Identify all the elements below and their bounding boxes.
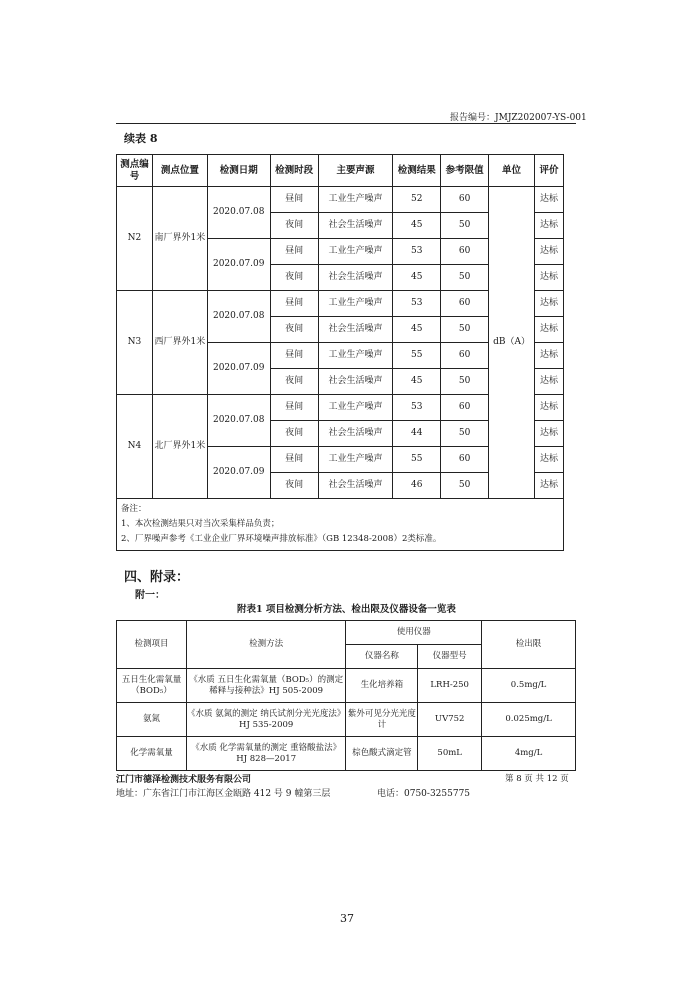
note-line: 2、厂界噪声参考《工业企业厂界环境噪声排放标准》（GB 12348-2008）2类标准。 <box>121 534 442 544</box>
test-result: 45 <box>393 213 441 239</box>
reference-limit: 60 <box>441 343 489 369</box>
report-number: 报告编号：JMJZ202007-YS-001 <box>450 113 587 123</box>
reference-limit: 50 <box>441 213 489 239</box>
header-divider <box>116 123 576 124</box>
test-result: 53 <box>393 395 441 421</box>
header-date: 检测日期 <box>207 155 270 187</box>
detection-limit: 0.025mg/L <box>482 703 576 737</box>
header-point-id: 测点编号 <box>117 155 153 187</box>
header-limit: 参考限值 <box>441 155 489 187</box>
test-date: 2020.07.08 <box>207 395 270 447</box>
noise-source: 社会生活噪声 <box>318 213 393 239</box>
period: 夜间 <box>270 317 318 343</box>
notes-cell <box>117 499 564 551</box>
header-method: 检测方法 <box>186 621 346 669</box>
footer-page-info: 第 8 页 共 12 页 <box>505 774 569 784</box>
noise-source: 工业生产噪声 <box>318 239 393 265</box>
detection-limit: 0.5mg/L <box>482 669 576 703</box>
period: 昼间 <box>270 291 318 317</box>
test-method: 《水质 化学需氧量的测定 重铬酸盐法》HJ 828—2017 <box>186 737 346 771</box>
header-evaluation: 评价 <box>535 155 564 187</box>
test-result: 55 <box>393 447 441 473</box>
instrument-name: 棕色酸式滴定管 <box>346 737 418 771</box>
reference-limit: 60 <box>441 187 489 213</box>
appendix-table-title: 附表1 项目检测分析方法、检出限及仪器设备一览表 <box>237 604 456 615</box>
evaluation: 达标 <box>535 473 564 499</box>
test-item: 五日生化需氧量（BOD₅） <box>117 669 187 703</box>
header-result: 检测结果 <box>393 155 441 187</box>
reference-limit: 50 <box>441 369 489 395</box>
noise-source: 社会生活噪声 <box>318 473 393 499</box>
period: 昼间 <box>270 395 318 421</box>
noise-results-table <box>116 154 564 551</box>
footer-divider <box>116 770 576 771</box>
noise-source: 工业生产噪声 <box>318 343 393 369</box>
evaluation: 达标 <box>535 369 564 395</box>
evaluation: 达标 <box>535 239 564 265</box>
header-location: 测点位置 <box>152 155 207 187</box>
note-line: 1、本次检测结果只对当次采集样品负责； <box>121 519 280 529</box>
point-location: 北厂界外1米 <box>152 395 207 499</box>
point-id: N4 <box>117 395 153 499</box>
evaluation: 达标 <box>535 343 564 369</box>
evaluation: 达标 <box>535 447 564 473</box>
test-method: 《水质 氨氮的测定 纳氏试剂分光光度法》HJ 535-2009 <box>186 703 346 737</box>
noise-source: 工业生产噪声 <box>318 291 393 317</box>
test-result: 55 <box>393 343 441 369</box>
header-instruments: 使用仪器 <box>346 621 482 645</box>
period: 昼间 <box>270 343 318 369</box>
methods-table <box>116 620 576 771</box>
detection-limit: 4mg/L <box>482 737 576 771</box>
reference-limit: 60 <box>441 395 489 421</box>
period: 夜间 <box>270 421 318 447</box>
period: 夜间 <box>270 213 318 239</box>
header-item: 检测项目 <box>117 621 187 669</box>
evaluation: 达标 <box>535 213 564 239</box>
evaluation: 达标 <box>535 421 564 447</box>
test-result: 53 <box>393 239 441 265</box>
test-result: 52 <box>393 187 441 213</box>
header-detection-limit: 检出限 <box>482 621 576 669</box>
appendix-subtitle: 附一： <box>135 590 165 601</box>
footer-phone: 电话：0750-3255775 <box>377 789 471 799</box>
header-instrument-name: 仪器名称 <box>346 645 418 669</box>
noise-source: 工业生产噪声 <box>318 447 393 473</box>
appendix-section-title: 四、附录： <box>124 570 190 585</box>
test-result: 44 <box>393 421 441 447</box>
noise-source: 工业生产噪声 <box>318 395 393 421</box>
instrument-model: UV752 <box>418 703 482 737</box>
evaluation: 达标 <box>535 317 564 343</box>
page-number: 37 <box>340 912 354 925</box>
header-period: 检测时段 <box>270 155 318 187</box>
header-unit: 单位 <box>489 155 535 187</box>
test-date: 2020.07.08 <box>207 291 270 343</box>
test-method: 《水质 五日生化需氧量（BOD₅）的测定 稀释与接种法》HJ 505-2009 <box>186 669 346 703</box>
evaluation: 达标 <box>535 395 564 421</box>
evaluation: 达标 <box>535 265 564 291</box>
period: 昼间 <box>270 239 318 265</box>
instrument-name: 紫外可见分光光度计 <box>346 703 418 737</box>
test-item: 化学需氧量 <box>117 737 187 771</box>
point-id: N3 <box>117 291 153 395</box>
reference-limit: 60 <box>441 447 489 473</box>
noise-source: 社会生活噪声 <box>318 421 393 447</box>
noise-source: 社会生活噪声 <box>318 317 393 343</box>
reference-limit: 50 <box>441 317 489 343</box>
test-result: 45 <box>393 317 441 343</box>
evaluation: 达标 <box>535 187 564 213</box>
point-location: 西厂界外1米 <box>152 291 207 395</box>
noise-source: 社会生活噪声 <box>318 369 393 395</box>
footer-address: 地址：广东省江门市江海区金瓯路 412 号 9 幢第三层 <box>116 789 331 799</box>
test-item: 氨氮 <box>117 703 187 737</box>
period: 昼间 <box>270 187 318 213</box>
test-date: 2020.07.09 <box>207 447 270 499</box>
instrument-model: LRH-250 <box>418 669 482 703</box>
test-date: 2020.07.09 <box>207 239 270 291</box>
test-date: 2020.07.09 <box>207 343 270 395</box>
notes-heading: 备注： <box>121 504 147 514</box>
reference-limit: 50 <box>441 473 489 499</box>
period: 夜间 <box>270 265 318 291</box>
instrument-name: 生化培养箱 <box>346 669 418 703</box>
period: 夜间 <box>270 369 318 395</box>
test-result: 53 <box>393 291 441 317</box>
noise-source: 社会生活噪声 <box>318 265 393 291</box>
point-id: N2 <box>117 187 153 291</box>
reference-limit: 50 <box>441 421 489 447</box>
table-continuation-title: 续表 8 <box>124 132 158 145</box>
test-result: 46 <box>393 473 441 499</box>
instrument-model: 50mL <box>418 737 482 771</box>
reference-limit: 60 <box>441 239 489 265</box>
noise-source: 工业生产噪声 <box>318 187 393 213</box>
period: 昼间 <box>270 447 318 473</box>
reference-limit: 60 <box>441 291 489 317</box>
reference-limit: 50 <box>441 265 489 291</box>
test-date: 2020.07.08 <box>207 187 270 239</box>
period: 夜间 <box>270 473 318 499</box>
point-location: 南厂界外1米 <box>152 187 207 291</box>
unit-cell: dB（A） <box>489 187 535 499</box>
evaluation: 达标 <box>535 291 564 317</box>
header-source: 主要声源 <box>318 155 393 187</box>
test-result: 45 <box>393 265 441 291</box>
test-result: 45 <box>393 369 441 395</box>
header-instrument-model: 仪器型号 <box>418 645 482 669</box>
footer-company: 江门市德泽检测技术服务有限公司 <box>116 775 252 785</box>
